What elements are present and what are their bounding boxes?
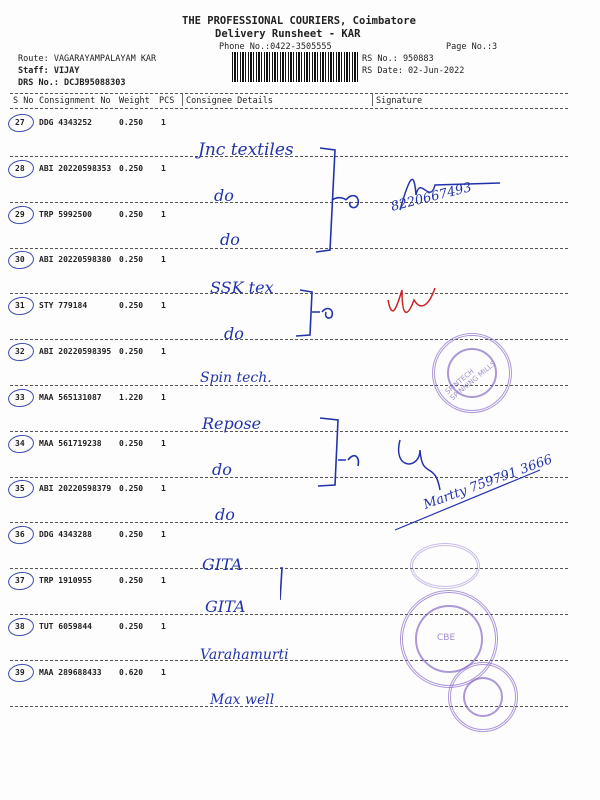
signature-stroke [388, 288, 435, 312]
barcode [232, 52, 360, 82]
row-weight: 0.250 [119, 438, 144, 448]
phone-number: Phone No.:0422-3505555 [219, 42, 332, 52]
row-consignment-no: ABI 20220598379 [39, 484, 112, 494]
circled-number-mark [7, 387, 35, 408]
row-pcs: 1 [161, 392, 166, 402]
drs-number: DRS No.: DCJB95088303 [18, 78, 126, 88]
row-weight: 0.250 [119, 118, 144, 127]
row-pcs: 1 [161, 576, 166, 585]
signature-row-31 [380, 280, 450, 330]
row-pcs: 1 [161, 484, 166, 494]
circled-number-mark [7, 341, 35, 362]
handwritten-consignee: GITA [205, 597, 246, 616]
circled-number-mark [7, 250, 35, 271]
row-consignment-no: MAA 289688433 [39, 667, 102, 677]
handwritten-brackets [280, 140, 370, 600]
row-weight: 0.250 [119, 255, 144, 265]
faded-stamp [410, 543, 480, 589]
row-sno: 33 [15, 392, 25, 402]
handwritten-consignee: do [220, 230, 240, 249]
handwritten-consignee: Varahamurti [200, 647, 289, 663]
header-bottom-rule [10, 108, 568, 109]
row-consignment-no: MAA 561719238 [39, 438, 102, 448]
row-weight: 0.250 [119, 621, 144, 631]
row-sno: 37 [15, 576, 25, 585]
row-weight: 0.250 [119, 530, 144, 540]
row-consignment-no: ABI 20220598380 [39, 255, 112, 265]
row-pcs: 1 [161, 621, 166, 631]
circled-number-mark [7, 433, 35, 454]
col-weight: Weight [119, 96, 150, 106]
row-consignment-no: DDG 4343288 [39, 530, 92, 540]
handwritten-signature-number: Martty 759791 3666 [421, 452, 555, 513]
bracket-arrow [338, 456, 358, 466]
circled-number-mark [7, 479, 35, 500]
row-sno: 35 [15, 484, 25, 494]
row-consignment-no: TRP 1910955 [39, 576, 92, 585]
handwritten-consignee: do [224, 324, 244, 343]
row-sno: 34 [15, 438, 25, 448]
row-weight: 1.220 [119, 392, 144, 402]
col-pcs: PCS [159, 96, 175, 106]
page-number: Page No.:3 [446, 42, 498, 52]
row-pcs: 1 [161, 118, 166, 127]
row-weight: 0.620 [119, 667, 144, 677]
circled-number-mark [7, 158, 35, 179]
row-sno: 39 [15, 667, 25, 677]
row-weight: 0.250 [119, 209, 144, 219]
row-sno: 30 [15, 255, 25, 265]
col-sno: S No [13, 96, 34, 106]
runsheet-subtitle: Delivery Runsheet - KAR [215, 28, 361, 40]
handwritten-consignee: do [215, 505, 235, 524]
company-title: THE PROFESSIONAL COURIERS, Coimbatore [182, 15, 416, 27]
route: Route: VAGARAYAMPALAYAM KAR [18, 54, 157, 64]
handwritten-consignee: SSK tex [210, 278, 274, 297]
bracket-mark [280, 568, 282, 600]
row-weight: 0.250 [119, 163, 144, 173]
row-consignment-no: ABI 20220598395 [39, 347, 112, 356]
handwritten-consignee: Spin tech. [200, 370, 272, 386]
bracket-mark [296, 290, 312, 336]
signature-stroke [399, 440, 440, 490]
rs-date: RS Date: 02-Jun-2022 [362, 66, 465, 76]
row-consignment-no: MAA 565131087 [39, 392, 102, 402]
row-pcs: 1 [161, 438, 166, 448]
row-pcs: 1 [161, 209, 166, 219]
row-pcs: 1 [161, 667, 166, 677]
row-sno: 31 [15, 301, 25, 311]
circled-number-mark [7, 295, 35, 316]
col-consignment: Consignment No [39, 96, 111, 106]
row-consignment-no: TRP 5992500 [39, 209, 92, 219]
row-consignment-no: DDG 4343252 [39, 118, 92, 127]
row-weight: 0.250 [119, 301, 144, 311]
circled-number-mark [7, 570, 35, 591]
row-consignment-no: TUT 6059844 [39, 621, 92, 631]
handwritten-consignee: Jnc textiles [198, 140, 294, 160]
circled-number-mark [7, 112, 35, 133]
row-pcs: 1 [161, 255, 166, 265]
handwritten-consignee: GITA [202, 555, 243, 574]
bracket-arrow [312, 309, 332, 319]
row-weight: 0.250 [119, 576, 144, 585]
rs-number: RS No.: 950883 [362, 54, 434, 64]
row-sno: 38 [15, 621, 25, 631]
row-weight: 0.250 [119, 347, 144, 356]
row-pcs: 1 [161, 347, 166, 356]
row-weight: 0.250 [119, 484, 144, 494]
row-consignment-no: STY 779184 [39, 301, 88, 311]
row-pcs: 1 [161, 163, 166, 173]
col-divider [372, 94, 373, 106]
row-pcs: 1 [161, 301, 166, 311]
col-signature: Signature [376, 96, 423, 106]
spintech-stamp: SPINTECH SPINNING MILLS [432, 333, 512, 413]
circled-number-mark [7, 662, 35, 683]
bracket-arrow [332, 196, 358, 208]
cbe-stamp: CBE [400, 590, 498, 688]
col-consignee: Consignee Details [186, 96, 273, 106]
bracket-mark [318, 418, 338, 486]
circled-number-mark [7, 616, 35, 637]
handwritten-consignee: do [214, 186, 234, 205]
col-divider [182, 94, 183, 106]
round-stamp [448, 662, 518, 732]
row-sno: 29 [15, 209, 25, 219]
circled-number-mark [7, 204, 35, 225]
row-sno: 28 [15, 163, 25, 173]
handwritten-consignee: Repose [202, 414, 262, 433]
staff: Staff: VIJAY [18, 66, 80, 76]
row-pcs: 1 [161, 530, 166, 540]
row-consignment-no: ABI 20220598353 [39, 163, 112, 173]
row-sno: 27 [15, 118, 25, 127]
circled-number-mark [7, 524, 35, 545]
handwritten-consignee: Max well [210, 692, 275, 708]
row-sno: 36 [15, 530, 25, 540]
row-sno: 32 [15, 347, 25, 356]
header-top-rule [10, 93, 568, 94]
handwritten-consignee: do [212, 460, 232, 479]
handwritten-signature-number: 8220667493 [389, 180, 474, 215]
